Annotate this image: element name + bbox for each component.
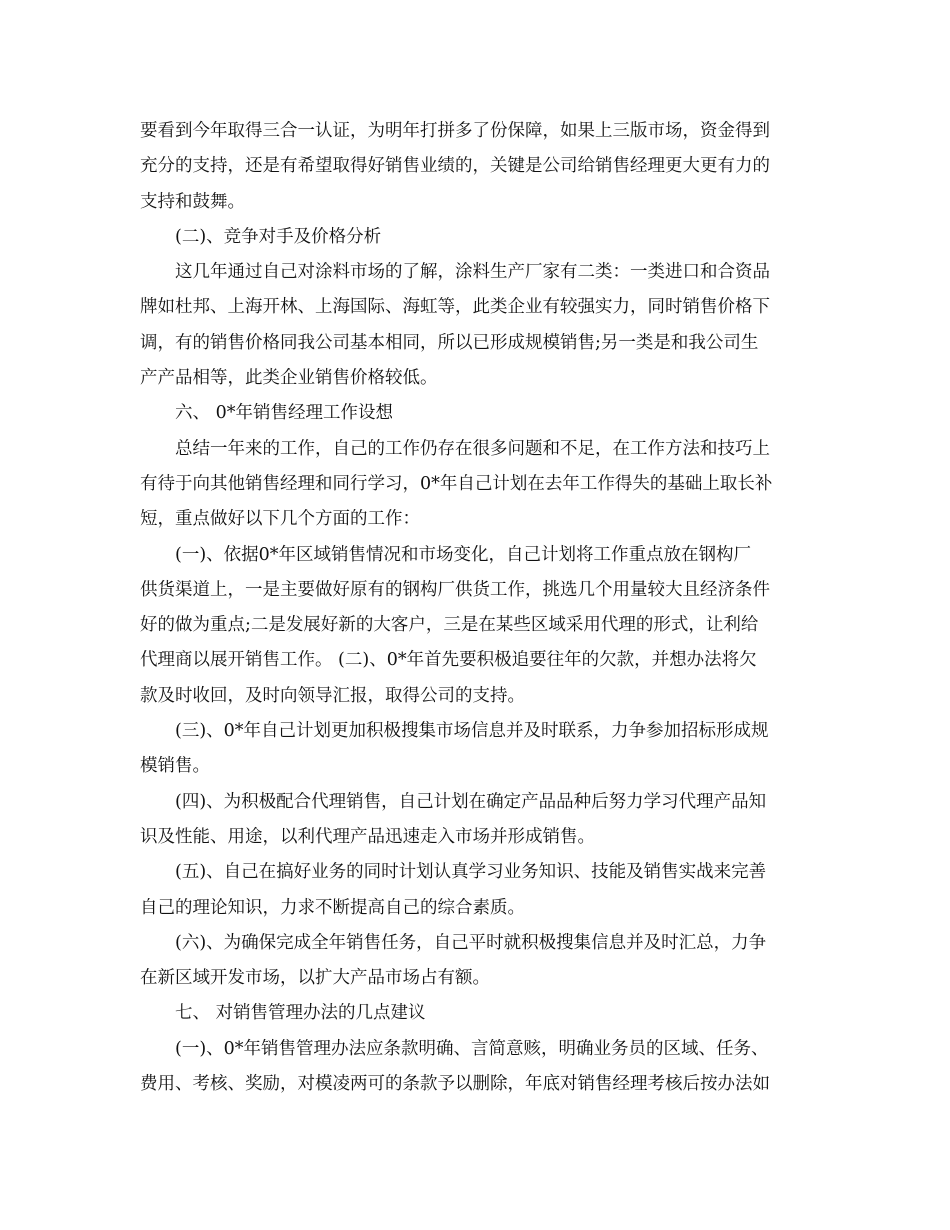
text-line: 模销售。	[140, 756, 210, 777]
text-line: 这几年通过自己对涂料市场的了解，涂料生产厂家有二类：一类进口和合资品	[175, 262, 770, 283]
text-line: (五)、自己在搞好业务的同时计划认真学习业务知识、技能及销售实战来完善	[175, 862, 767, 883]
text-line: 自己的理论知识，力求不断提高自己的综合素质。	[140, 897, 525, 918]
text-line: (一)、0*年销售管理办法应条款明确、言简意赅，明确业务员的区域、任务、	[175, 1038, 769, 1059]
paragraph	[140, 785, 812, 856]
text-line: 在新区域开发市场，以扩大产品市场占有额。	[140, 968, 490, 989]
text-line: 产产品相等，此类企业销售价格较低。	[140, 368, 438, 389]
paragraph	[140, 1032, 812, 1103]
paragraph	[140, 996, 812, 1031]
text-line: 款及时收回，及时向领导汇报，取得公司的支持。	[140, 685, 525, 706]
document-body	[140, 114, 812, 1102]
text-line: 要看到今年取得三合一认证，为明年打拼多了份保障，如果上三版市场，资金得到	[140, 121, 770, 141]
text-line: 识及性能、用途，以利代理产品迅速走入市场并形成销售。	[140, 826, 595, 847]
paragraph	[140, 926, 812, 997]
text-line: 牌如杜邦、上海开林、上海国际、海虹等，此类企业有较强实力，同时销售价格下	[140, 297, 770, 318]
text-line: (四)、为积极配合代理销售，自己计划在确定产品品种后努力学习代理产品知	[175, 791, 767, 812]
paragraph	[140, 114, 812, 220]
text-line: (二)、竞争对手及价格分析	[175, 226, 382, 247]
paragraph	[140, 255, 812, 396]
text-line: 六、 0*年销售经理工作设想	[175, 403, 393, 424]
text-line: 好的做为重点;二是发展好新的大客户，三是在某些区域采用代理的形式，让利给	[140, 615, 759, 636]
text-line: 短，重点做好以下几个方面的工作：	[140, 509, 420, 530]
text-line: 总结一年来的工作，自己的工作仍存在很多问题和不足，在工作方法和技巧上	[175, 438, 770, 459]
paragraph	[140, 714, 812, 785]
text-line: 供货渠道上，一是主要做好原有的钢构厂供货工作，挑选几个用量较大且经济条件	[140, 579, 770, 600]
text-line: (六)、为确保完成全年销售任务，自己平时就积极搜集信息并及时汇总，力争	[175, 932, 767, 953]
paragraph	[140, 538, 812, 714]
text-line: (三)、0*年自己计划更加积极搜集市场信息并及时联系，力争参加招标形成规	[175, 721, 769, 742]
text-line: 七、 对销售管理办法的几点建议	[175, 1003, 426, 1024]
paragraph	[140, 432, 812, 538]
text-line: (一)、依据0*年区域销售情况和市场变化，自己计划将工作重点放在钢构厂	[175, 544, 752, 565]
paragraph	[140, 855, 812, 926]
text-line: 充分的支持，还是有希望取得好销售业绩的，关键是公司给销售经理更大更有力的	[140, 156, 770, 177]
paragraph	[140, 220, 812, 255]
text-line: 代理商以展开销售工作。 (二)、0*年首先要积极追要往年的欠款，并想办法将欠	[140, 650, 757, 671]
text-line: 调，有的销售价格同我公司基本相同，所以已形成规模销售;另一类是和我公司生	[140, 332, 759, 353]
text-line: 支持和鼓舞。	[140, 191, 245, 212]
paragraph	[140, 396, 812, 431]
text-line: 费用、考核、奖励，对模凌两可的条款予以删除，年底对销售经理考核后按办法如	[140, 1074, 770, 1095]
text-line: 有待于向其他销售经理和同行学习，0*年自己计划在去年工作得失的基础上取长补	[140, 473, 773, 494]
